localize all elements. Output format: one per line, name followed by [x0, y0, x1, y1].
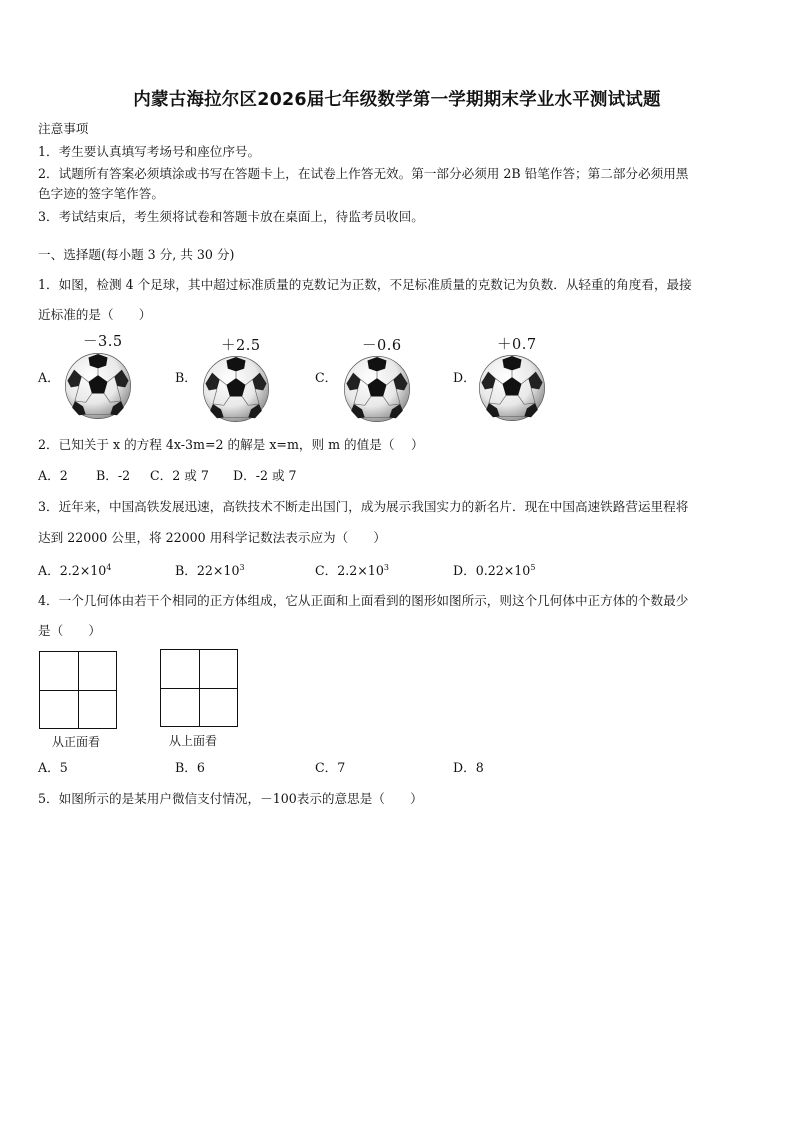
q3-option-b: B．$22\times 10^3$	[175, 563, 245, 578]
notice-heading: 注意事项	[38, 121, 89, 136]
top-view-caption: 从上面看	[169, 734, 218, 748]
q3-line1: 3．近年来，中国高铁发展迅速，高铁技术不断走出国门，成为展示我国实力的新名片．现在中国高速铁路营运里程将	[38, 499, 689, 514]
section-heading: 一、选择题(每小题 3 分, 共 30 分)	[38, 247, 235, 262]
top-view-grid	[160, 649, 238, 727]
q5-text: 5．如图所示的是某用户微信支付情况，－100表示的意思是（ ）	[38, 791, 423, 806]
notice-item-3: 3．考试结束后，考生须将试卷和答题卡放在桌面上，待监考员收回。	[38, 209, 424, 224]
q3-option-a: A．$2.2\times 10^4$	[38, 563, 112, 578]
q4-line2: 是（ ）	[38, 623, 101, 638]
q1-line2: 近标准的是（ ）	[38, 307, 152, 322]
soccer-ball-icon	[343, 355, 411, 423]
q3-option-c: C．$2.2\times 10^3$	[315, 563, 389, 578]
q1-option-d-value: ＋0.7	[497, 337, 537, 353]
q1-option-c-value: －0.6	[362, 338, 402, 354]
q3-option-d: D．$0.22\times 10^5$	[453, 563, 536, 578]
q4-option-b: B．6	[175, 760, 205, 775]
q4-option-d: D．8	[453, 760, 484, 775]
front-view-caption: 从正面看	[52, 735, 101, 749]
soccer-ball-icon	[202, 355, 270, 423]
q4-option-a: A．5	[38, 760, 68, 775]
soccer-ball-icon	[64, 352, 132, 420]
q1-option-a-value: －3.5	[83, 334, 123, 350]
q2-option-a: A．2	[38, 468, 68, 483]
notice-item-1: 1．考生要认真填写考场号和座位序号。	[38, 144, 261, 159]
q1-option-d-letter: D．	[453, 370, 476, 385]
q1-option-b-letter: B．	[175, 370, 197, 385]
q4-option-c: C．7	[315, 760, 346, 775]
q4-line1: 4．一个几何体由若干个相同的正方体组成，它从正面和上面看到的图形如图所示，则这个几何体中正方体的个数最少	[38, 593, 689, 608]
notice-item-2-cont: 色字迹的签字笔作答。	[38, 186, 164, 201]
exam-title: 内蒙古海拉尔区2026届七年级数学第一学期期末学业水平测试试题	[133, 90, 661, 110]
q2-option-d: D．-2 或 7	[233, 468, 297, 483]
front-view-grid	[39, 651, 117, 729]
q1-option-b-value: ＋2.5	[221, 338, 261, 354]
q1-option-a-letter: A．	[38, 370, 60, 385]
q2-option-b: B．-2	[96, 468, 131, 483]
q2-text: 2．已知关于 x 的方程 4x-3m=2 的解是 x=m，则 m 的值是（ ）	[38, 437, 424, 452]
soccer-ball-icon	[478, 354, 546, 422]
notice-item-2: 2．试题所有答案必须填涂或书写在答题卡上，在试卷上作答无效。第一部分必须用 2B 铅笔作答；第二部分必须用黑	[38, 166, 689, 181]
q1-line1: 1．如图，检测 4 个足球，其中超过标准质量的克数记为正数，不足标准质量的克数记为负数．从轻重的角度看，最接	[38, 277, 692, 292]
q3-line2: 达到 22000 公里，将 22000 用科学记数法表示应为（ ）	[38, 530, 387, 545]
q1-option-c-letter: C．	[315, 370, 338, 385]
q2-option-c: C．2 或 7	[150, 468, 209, 483]
